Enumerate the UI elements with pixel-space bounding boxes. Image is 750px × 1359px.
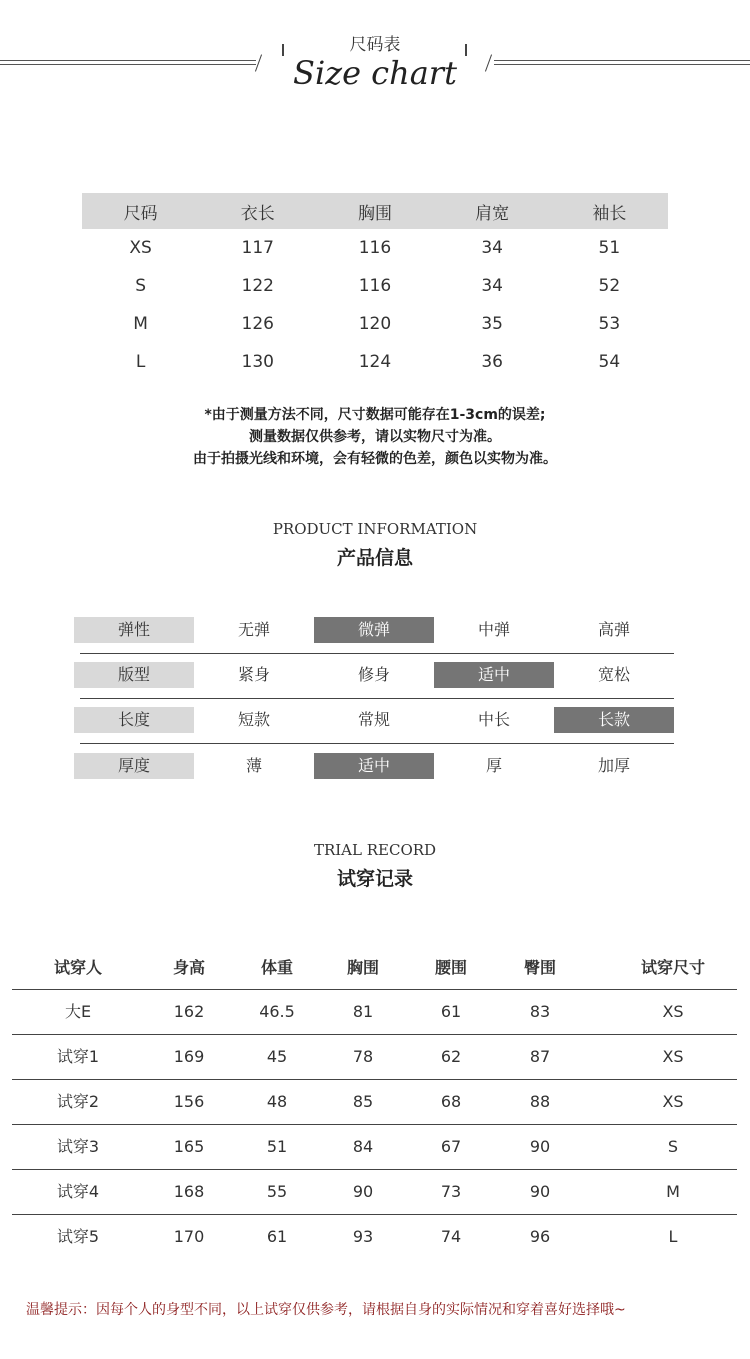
trial-col-header: 试穿尺寸	[640, 958, 705, 977]
trial-cell: 87	[529, 1047, 551, 1066]
tip-text: 温馨提示：因每个人的身型不同，以上试穿仅供参考，请根据自身的实际情况和穿着喜好选择哦~	[26, 1302, 626, 1318]
note-line: 由于拍摄光线和环境，会有轻微的色差，颜色以实物为准。	[193, 451, 557, 467]
size-row	[82, 305, 668, 343]
size-cell: 120	[358, 314, 392, 334]
trial-cell: L	[668, 1227, 678, 1246]
trial-title-en: TRIAL RECORD	[313, 841, 437, 859]
size-cell: 117	[241, 238, 274, 258]
trial-cell: 试穿2	[56, 1092, 100, 1111]
product-info-option: 修身	[357, 665, 390, 684]
size-row	[82, 229, 668, 267]
trial-cell: 74	[440, 1227, 462, 1246]
trial-cell: 169	[173, 1047, 205, 1066]
product-info-option: 无弹	[237, 620, 270, 639]
trial-cell: 73	[440, 1182, 462, 1201]
product-info-title-cn: 产品信息	[336, 547, 413, 569]
size-row	[82, 343, 668, 381]
trial-cell: 85	[352, 1092, 374, 1111]
trial-row	[12, 1170, 737, 1214]
trial-cell: 试穿1	[56, 1047, 100, 1066]
trial-cell: 61	[266, 1227, 288, 1246]
trial-cell: 大E	[64, 1002, 92, 1021]
trial-cell: 81	[352, 1002, 374, 1021]
trial-cell: 90	[529, 1182, 551, 1201]
trial-cell: 170	[173, 1227, 205, 1246]
size-cell: 53	[598, 314, 621, 334]
trial-col-header: 胸围	[346, 958, 379, 977]
size-cell: 52	[598, 276, 621, 296]
product-info-option: 宽松	[597, 665, 630, 684]
size-cell: 116	[358, 238, 392, 258]
trial-cell: 84	[352, 1137, 374, 1156]
product-info-divider	[80, 698, 674, 699]
trial-cell: XS	[662, 1002, 684, 1021]
trial-cell: XS	[662, 1092, 684, 1111]
size-cell: 54	[598, 352, 621, 372]
product-info-option: 薄	[245, 756, 262, 775]
trial-cell: 67	[440, 1137, 462, 1156]
size-table-header	[82, 193, 668, 229]
trial-cell: 90	[352, 1182, 374, 1201]
product-info-option: 高弹	[597, 620, 630, 639]
trial-cell: 162	[173, 1002, 205, 1021]
note-line: *由于测量方法不同，尺寸数据可能存在1-3cm的误差;	[204, 407, 546, 423]
trial-cell: M	[666, 1182, 680, 1201]
note-line: 测量数据仅供参考，请以实物尺寸为准。	[249, 429, 501, 445]
trial-row	[12, 1080, 737, 1124]
size-cell: S	[135, 276, 146, 296]
product-info-divider	[80, 653, 674, 654]
product-info-option: 中弹	[477, 620, 510, 639]
trial-col-header: 身高	[172, 958, 205, 977]
size-col-header: 袖长	[551, 193, 668, 229]
product-info-label: 弹性	[74, 617, 194, 643]
size-cell: 36	[481, 352, 503, 372]
trial-cell: 68	[440, 1092, 462, 1111]
size-cell: L	[135, 352, 146, 372]
trial-cell: 45	[266, 1047, 288, 1066]
size-cell: 116	[358, 276, 392, 296]
trial-cell: 90	[529, 1137, 551, 1156]
size-table	[82, 193, 668, 381]
size-cell: 51	[598, 238, 621, 258]
trial-table-header	[12, 955, 737, 979]
trial-cell: S	[667, 1137, 679, 1156]
trial-cell: 46.5	[259, 1002, 295, 1021]
product-info-row	[74, 753, 674, 779]
size-chart-title-en: Size chart	[293, 54, 457, 92]
size-col-header: 胸围	[316, 193, 433, 229]
trial-col-header: 腰围	[434, 958, 467, 977]
size-cell: 124	[358, 352, 392, 372]
product-info-option: 中长	[477, 710, 510, 729]
trial-row	[12, 1125, 737, 1169]
trial-title-cn: 试穿记录	[336, 868, 413, 890]
size-cell: 34	[481, 238, 503, 258]
product-info-row	[74, 617, 674, 643]
trial-row	[12, 1035, 737, 1079]
product-info-option: 紧身	[237, 665, 270, 684]
trial-cell: 88	[529, 1092, 551, 1111]
trial-cell: 试穿4	[56, 1182, 100, 1201]
product-info-option-selected: 微弹	[314, 617, 434, 643]
size-col-header: 尺码	[82, 193, 199, 229]
product-info-option-selected: 长款	[554, 707, 674, 733]
trial-cell: 61	[440, 1002, 462, 1021]
size-row	[82, 267, 668, 305]
size-cell: M	[133, 314, 148, 334]
trial-cell: 168	[173, 1182, 205, 1201]
product-info-option: 加厚	[597, 756, 630, 775]
product-info-label: 版型	[74, 662, 194, 688]
trial-cell: 96	[529, 1227, 551, 1246]
product-info-label: 长度	[74, 707, 194, 733]
product-info-title-en: PRODUCT INFORMATION	[272, 520, 478, 538]
product-info-option: 常规	[357, 710, 390, 729]
trial-cell: 165	[173, 1137, 205, 1156]
trial-cell: 156	[173, 1092, 205, 1111]
trial-row	[12, 1215, 737, 1259]
trial-cell: 48	[266, 1092, 288, 1111]
product-info-option: 厚	[485, 756, 502, 775]
trial-cell: XS	[662, 1047, 684, 1066]
product-info-option-selected: 适中	[434, 662, 554, 688]
trial-cell: 62	[440, 1047, 462, 1066]
trial-cell: 55	[266, 1182, 288, 1201]
trial-cell: 93	[352, 1227, 374, 1246]
size-cell: 122	[241, 276, 274, 296]
product-info-row	[74, 662, 674, 688]
size-cell: 126	[241, 314, 274, 334]
product-info-row	[74, 707, 674, 733]
size-cell: 34	[481, 276, 503, 296]
trial-col-header: 臀围	[523, 958, 556, 977]
size-cell: XS	[129, 238, 152, 258]
size-chart-title-cn: 尺码表	[349, 35, 401, 55]
size-col-header: 衣长	[199, 193, 316, 229]
product-info-option-selected: 适中	[314, 753, 434, 779]
size-cell: 130	[241, 352, 274, 372]
product-info-divider	[80, 743, 674, 744]
size-cell: 35	[481, 314, 503, 334]
trial-col-header: 体重	[260, 958, 293, 977]
product-info-label: 厚度	[74, 753, 194, 779]
trial-cell: 试穿3	[56, 1137, 100, 1156]
trial-cell: 51	[266, 1137, 288, 1156]
product-info-option: 短款	[237, 710, 270, 729]
trial-col-header: 试穿人	[53, 958, 102, 977]
trial-cell: 78	[352, 1047, 374, 1066]
trial-cell: 试穿5	[56, 1227, 100, 1246]
size-col-header: 肩宽	[434, 193, 551, 229]
measurement-notes	[0, 404, 750, 470]
trial-cell: 83	[529, 1002, 551, 1021]
trial-row	[12, 990, 737, 1034]
